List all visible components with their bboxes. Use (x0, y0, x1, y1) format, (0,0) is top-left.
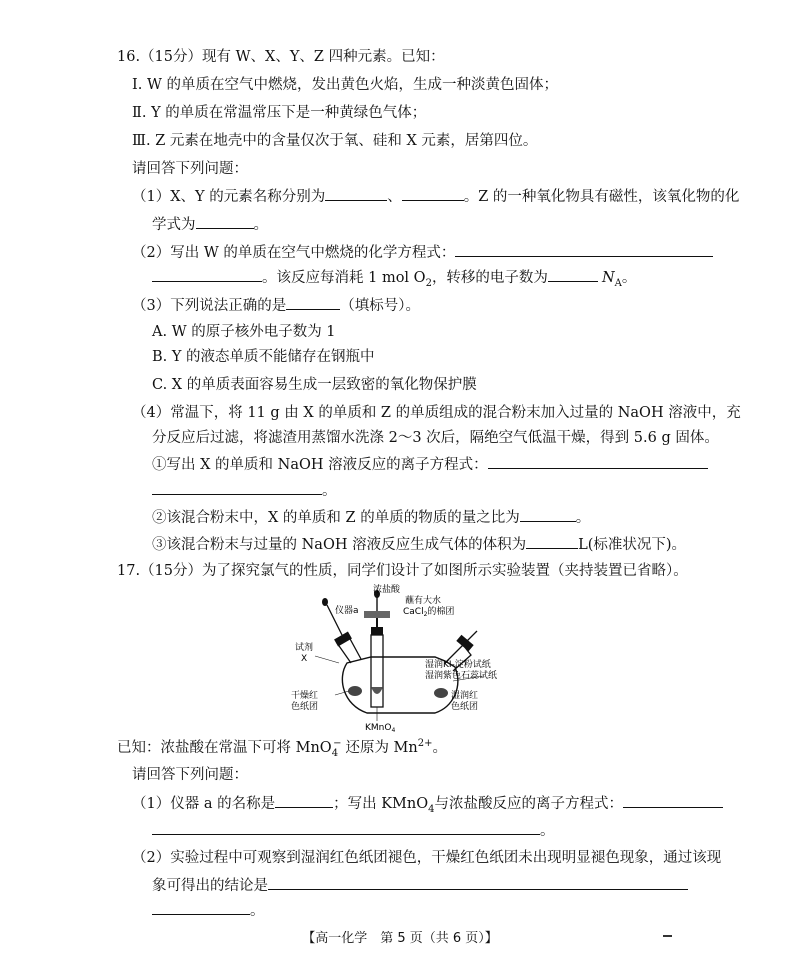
label-conc-hcl: 浓盐酸 (373, 585, 401, 595)
q16-part4-line1: （4）常温下，将 11 g 由 X 的单质和 Z 的单质组成的混合粉末加入过量的 NaOH 溶液中，充 (132, 405, 741, 421)
answer-blank-w-equation-cont[interactable] (152, 267, 262, 282)
q16-option-b: B. Y 的液态单质不能储存在钢瓶中 (152, 349, 375, 365)
q16-p2-text-c: ，转移的电子数为 (431, 270, 548, 286)
q16-part4-sub1-line1 (152, 454, 708, 475)
q17-known-text-b: 还原为 Mn (345, 740, 418, 756)
q16-condition-1: Ⅰ. W 的单质在空气中燃烧，发出黄色火焰，生成一种淡黄色固体； (132, 77, 558, 93)
answer-blank-ionic-equation[interactable] (488, 454, 708, 469)
answer-blank-conclusion[interactable] (268, 875, 688, 890)
q17-known-sup: − (333, 738, 342, 750)
q16-p3-text-a: （3）下列说法正确的是 (132, 298, 287, 314)
label-wet-paper-line2: 色纸团 (451, 702, 479, 712)
q16-part2-line1 (132, 242, 713, 263)
q17-part1-line2 (152, 820, 555, 841)
label-wet-paper-line1: 湿润红 (451, 691, 479, 701)
q16-p2-end: 。 (621, 270, 637, 286)
answer-blank-instrument-name[interactable] (275, 793, 333, 808)
label-cotton-line1: 蘸有大水 (405, 596, 442, 606)
q17-part2-line1: （2）实验过程中可观察到湿润红色纸团褪色，干燥红色纸团未出现明显褪色现象，通过该现 (132, 850, 722, 866)
left-stopper (334, 632, 352, 647)
q16-part1-line1 (132, 186, 739, 207)
q16-p2-o2-sub: 2 (425, 277, 432, 289)
q16-p1-text-b: 。Z 的一种氧化物具有磁性，该氧化物的化 (463, 189, 740, 205)
answer-blank-kmno4-equation[interactable] (623, 793, 723, 808)
q16-part1-line2 (152, 214, 268, 235)
q17-p2-end: 。 (250, 903, 265, 919)
central-tube (371, 635, 383, 707)
q16-part4-sub3 (152, 534, 686, 555)
label-dry-paper-line2: 色纸团 (291, 702, 319, 712)
label-cotton-line2: CaCl$_2$的棉团 (403, 607, 455, 618)
q16-p4-2-end: 。 (575, 510, 591, 526)
apparatus-figure (285, 583, 525, 733)
q17-known-text-a: 已知：浓盐酸在常温下可将 MnO (117, 740, 332, 756)
q17-p1-end: 。 (540, 823, 555, 839)
label-reagent-line1: 试剂 (295, 643, 314, 653)
q17-known-sup2: 2+ (417, 738, 433, 750)
q17-header: 17.（15分）为了探究氯气的性质，同学们设计了如图所示实验装置（夹持装置已省略）。 (117, 563, 688, 579)
q16-condition-2: Ⅱ. Y 的单质在常温常压下是一种黄绿色气体； (132, 105, 427, 121)
answer-blank-w-equation[interactable] (455, 242, 713, 257)
q17-p2-text-b: 象可得出的结论是 (152, 878, 268, 894)
q16-option-c: C. X 的单质表面容易生成一层致密的氧化物保护膜 (152, 377, 477, 393)
q16-part4-sub2 (152, 507, 590, 528)
corner-mark (663, 935, 672, 937)
q16-p4-1-text: ①写出 X 的单质和 NaOH 溶液反应的离子方程式： (152, 457, 488, 473)
dry-paper-ball (348, 686, 362, 696)
page-footer: 【高一化学 第 5 页（共 6 页）】 (302, 931, 498, 946)
q17-part1-line1 (132, 793, 723, 814)
q17-known-end: 。 (432, 740, 447, 756)
q17-known (117, 738, 447, 758)
q17-p1-text-c: 与浓盐酸反应的离子方程式： (434, 796, 623, 812)
q16-header: 16.（15分）现有 W、X、Y、Z 四种元素。已知： (117, 49, 445, 65)
q17-part2-line3 (152, 900, 265, 921)
answer-blank-electrons[interactable] (548, 267, 598, 282)
answer-blank-conclusion-cont[interactable] (152, 900, 250, 915)
q17-known-sub: 4 (331, 747, 339, 759)
label-instrument-a: 仪器a (335, 606, 359, 616)
q16-p1-end: 。 (253, 217, 268, 233)
label-kmno4: KMnO$_4$ (365, 723, 396, 733)
answer-blank-correct-option[interactable] (286, 295, 340, 310)
wet-paper-ball (434, 688, 448, 698)
q16-part2-line2 (152, 267, 636, 288)
answer-blank-x-name[interactable] (325, 186, 387, 201)
q17-prompt: 请回答下列问题： (132, 767, 248, 783)
label-ki-paper: 湿润KI-淀粉试纸 (425, 660, 491, 670)
q16-p3-text-b: （填标号）。 (340, 298, 420, 314)
label-dry-paper-line1: 干燥红 (291, 691, 319, 701)
q16-p4-1-end: 。 (322, 483, 337, 499)
answer-blank-gas-volume[interactable] (526, 534, 578, 549)
q16-p2-text-a: （2）写出 W 的单质在空气中燃烧的化学方程式： (132, 245, 456, 261)
q16-prompt: 请回答下列问题： (132, 161, 248, 177)
q16-p1-text-a: （1）X、Y 的元素名称分别为 (132, 189, 326, 205)
answer-blank-ionic-equation-cont[interactable] (152, 480, 322, 495)
answer-blank-kmno4-equation-cont[interactable] (152, 820, 540, 835)
q16-part4-line2: 分反应后过滤，将滤渣用蒸馏水洗涤 2～3 次后，隔绝空气低温干燥，得到 5.6 g 固体。 (152, 430, 719, 446)
q17-p1-text-a: （1）仪器 a 的名称是 (132, 796, 276, 812)
q16-p4-2-text: ②该混合粉末中，X 的单质和 Z 的单质的物质的量之比为 (152, 510, 520, 526)
q16-p2-text-b: 。该反应每消耗 1 mol O (262, 270, 426, 286)
q16-p1-comma: 、 (387, 189, 402, 205)
q16-p2-na: N (601, 270, 615, 286)
q16-option-a: A. W 的原子核外电子数为 1 (152, 324, 336, 340)
label-litmus-paper: 湿润紫色石蕊试纸 (425, 671, 498, 681)
q17-part2-line2 (152, 875, 688, 896)
q16-p2-na-sub: A (614, 277, 622, 289)
q16-part3-line (132, 295, 420, 316)
answer-blank-mole-ratio[interactable] (520, 507, 576, 522)
label-reagent-line2: X (301, 654, 308, 664)
answer-blank-y-name[interactable] (402, 186, 464, 201)
q16-p4-3-end: L(标准状况下)。 (578, 537, 687, 553)
q16-part4-sub1-line2 (152, 480, 337, 501)
answer-blank-oxide-formula[interactable] (196, 214, 254, 229)
q16-p4-3-text: ③该混合粉末与过量的 NaOH 溶液反应生成气体的体积为 (152, 537, 527, 553)
q17-p1-sub: 4 (428, 803, 435, 815)
q17-p1-text-b: ；写出 KMnO (333, 796, 429, 812)
q16-p1-text-c: 学式为 (152, 217, 196, 233)
q16-condition-3: Ⅲ. Z 元素在地壳中的含量仅次于氧、硅和 X 元素，居第四位。 (132, 133, 538, 149)
